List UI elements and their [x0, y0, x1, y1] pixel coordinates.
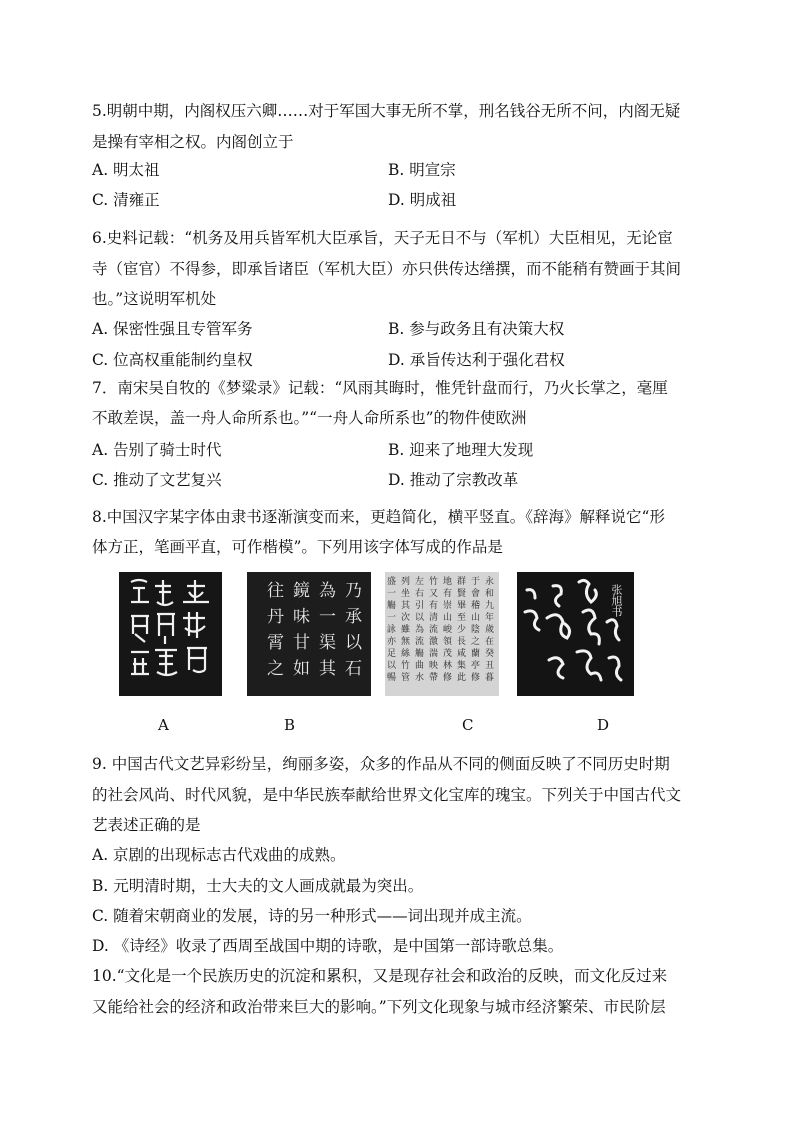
q7-stem-line-2: 不敢差误，盖一舟人命所系也。”“一舟人命所系也”的物件使欧洲: [92, 409, 527, 427]
svg-text:一: 一: [387, 613, 397, 623]
svg-text:足: 足: [387, 649, 397, 659]
svg-text:年: 年: [485, 613, 495, 623]
cursive-signature: 张旭书: [610, 584, 623, 617]
svg-text:稽: 稽: [471, 601, 481, 611]
image-label-b: B: [284, 716, 296, 734]
svg-text:之: 之: [267, 659, 284, 679]
svg-text:激: 激: [429, 637, 439, 647]
svg-text:甘: 甘: [293, 633, 310, 653]
svg-text:右: 右: [415, 589, 425, 599]
svg-text:少: 少: [457, 625, 467, 635]
q6-option-b[interactable]: B. 参与政务且有决策大权: [388, 320, 565, 338]
image-label-c: C: [462, 716, 474, 734]
q10-stem-line-1: 10.“文化是一个民族历史的沉淀和累积，又是现存社会和政治的反映，而文化反过来: [92, 967, 668, 985]
svg-text:畢: 畢: [457, 601, 467, 611]
svg-text:修: 修: [471, 673, 481, 683]
svg-text:會: 會: [471, 589, 481, 599]
q5-stem-line-1: 5.明朝中期，内阁权压六卿……对于军国大事无所不掌，刑名钱谷无所不问，内阁无疑: [92, 102, 681, 120]
calligraphy-image-b[interactable]: [247, 572, 371, 696]
svg-text:和: 和: [485, 589, 495, 599]
svg-text:有: 有: [443, 589, 453, 599]
svg-text:亭: 亭: [471, 661, 481, 671]
svg-text:竹: 竹: [429, 577, 439, 587]
svg-text:觴: 觴: [415, 649, 425, 659]
q6-stem-line-3: 也。”这说明军机处: [92, 290, 217, 308]
q7-option-a[interactable]: A. 告别了骑士时代: [92, 441, 222, 459]
svg-text:為: 為: [319, 581, 336, 601]
svg-text:往: 往: [267, 581, 284, 601]
svg-text:觴: 觴: [387, 601, 397, 611]
calligraphy-image-d[interactable]: [517, 572, 634, 696]
q5-option-b[interactable]: B. 明宣宗: [388, 161, 456, 179]
q9-stem-line-2: 的社会风尚、时代风貌，是中华民族奉献给世界文化宝库的瑰宝。下列关于中国古代文: [92, 786, 682, 804]
q6-stem-line-1: 6.史料记载：“机务及用兵皆军机大臣承旨，天子无日不与（军机）大臣相见，无论宦: [92, 229, 673, 247]
q7-stem-line-1: 7．南宋吴自牧的《梦粱录》记载：“风雨其晦时，惟凭针盘而行，乃火长掌之，毫厘: [92, 379, 668, 397]
svg-text:一: 一: [387, 589, 397, 599]
svg-text:渠: 渠: [319, 633, 336, 653]
svg-text:山: 山: [471, 613, 481, 623]
svg-text:鏡: 鏡: [293, 581, 310, 601]
q5-stem-line-2: 是操有宰相之权。内阁创立于: [92, 133, 294, 151]
svg-text:流: 流: [429, 625, 439, 635]
svg-text:亦: 亦: [387, 637, 397, 647]
svg-text:以: 以: [345, 633, 362, 653]
svg-text:此: 此: [457, 673, 467, 683]
q6-stem-line-2: 寺（宦官）不得参，即承旨诸臣（军机大臣）亦只供传达缮撰，而不能稍有赞画于其间: [92, 260, 682, 278]
svg-text:一: 一: [319, 607, 336, 627]
svg-text:帶: 帶: [429, 673, 439, 683]
svg-text:群: 群: [457, 577, 467, 587]
svg-text:陰: 陰: [471, 625, 481, 635]
svg-text:峻: 峻: [443, 625, 453, 635]
svg-text:清: 清: [429, 613, 439, 623]
calligraphy-image-a[interactable]: [119, 572, 222, 696]
svg-text:領: 領: [443, 637, 453, 647]
q5-option-a[interactable]: A. 明太祖: [92, 161, 160, 179]
svg-text:蘭: 蘭: [471, 649, 481, 659]
seal-script-artwork: [119, 572, 222, 696]
svg-text:之: 之: [471, 637, 481, 647]
svg-text:味: 味: [293, 607, 310, 627]
q6-option-d[interactable]: D. 承旨传达利于强化君权: [388, 351, 565, 369]
q9-stem-line-3: 艺表述正确的是: [92, 816, 201, 834]
svg-text:坐: 坐: [401, 589, 411, 599]
svg-text:無: 無: [401, 637, 411, 647]
svg-text:永: 永: [485, 577, 495, 587]
svg-text:有: 有: [429, 601, 439, 611]
svg-text:集: 集: [457, 661, 467, 671]
svg-text:暮: 暮: [485, 673, 495, 683]
running-script-artwork: [385, 572, 499, 696]
regular-script-artwork: [247, 572, 371, 696]
q10-stem-line-2: 又能给社会的经济和政治带来巨大的影响。”下列文化现象与城市经济繁荣、市民阶层: [92, 998, 666, 1016]
svg-text:曲: 曲: [415, 661, 425, 671]
q6-option-c[interactable]: C. 位高权重能制约皇权: [92, 351, 253, 369]
svg-text:雖: 雖: [401, 625, 411, 635]
svg-text:以: 以: [415, 613, 425, 623]
calligraphy-image-c[interactable]: [385, 572, 499, 696]
svg-text:列: 列: [401, 577, 411, 587]
svg-text:竹: 竹: [401, 661, 411, 671]
svg-text:丑: 丑: [485, 661, 495, 671]
svg-text:歲: 歲: [485, 625, 495, 635]
svg-text:山: 山: [443, 613, 453, 623]
svg-text:石: 石: [345, 659, 362, 679]
svg-text:又: 又: [429, 589, 439, 599]
svg-text:引: 引: [415, 601, 425, 611]
q7-option-c[interactable]: C. 推动了文艺复兴: [92, 471, 222, 489]
q7-option-d[interactable]: D. 推动了宗教改革: [388, 471, 519, 489]
svg-text:地: 地: [443, 577, 453, 587]
svg-text:詠: 詠: [387, 625, 397, 635]
svg-text:咸: 咸: [457, 649, 467, 659]
q9-option-a[interactable]: A. 京剧的出现标志古代戏曲的成熟。: [92, 846, 346, 864]
svg-text:承: 承: [345, 607, 362, 627]
svg-text:流: 流: [415, 637, 425, 647]
svg-text:至: 至: [457, 613, 467, 623]
q9-option-c[interactable]: C. 随着宋朝商业的发展，诗的另一种形式——词出现并成主流。: [92, 907, 532, 925]
svg-text:于: 于: [471, 577, 481, 587]
q8-stem-line-2: 体方正，笔画平直，可作楷模”。下列用该字体写成的作品是: [92, 538, 503, 556]
svg-text:映: 映: [429, 661, 439, 671]
svg-text:霄: 霄: [267, 633, 284, 653]
q9-option-d[interactable]: D. 《诗经》收录了西周至战国中期的诗歌，是中国第一部诗歌总集。: [92, 937, 564, 955]
svg-text:修: 修: [443, 673, 453, 683]
svg-text:水: 水: [415, 673, 425, 683]
svg-text:盛: 盛: [387, 577, 397, 587]
svg-text:長: 長: [457, 637, 467, 647]
svg-text:湍: 湍: [429, 649, 439, 659]
svg-text:以: 以: [387, 661, 397, 671]
svg-text:其: 其: [401, 601, 411, 611]
svg-text:暢: 暢: [387, 673, 397, 683]
svg-text:其: 其: [319, 659, 336, 679]
svg-text:崇: 崇: [443, 601, 453, 611]
svg-text:癸: 癸: [485, 649, 495, 659]
svg-text:林: 林: [443, 661, 453, 671]
svg-text:管: 管: [401, 673, 411, 683]
svg-text:丹: 丹: [267, 607, 284, 627]
svg-text:絲: 絲: [401, 649, 411, 659]
q7-option-b[interactable]: B. 迎来了地理大发现: [388, 441, 534, 459]
q5-option-c[interactable]: C. 清雍正: [92, 191, 160, 209]
svg-text:在: 在: [485, 637, 495, 647]
q9-option-b[interactable]: B. 元明清时期，士大夫的文人画成就最为突出。: [92, 877, 424, 895]
svg-text:次: 次: [401, 613, 411, 623]
svg-text:左: 左: [415, 577, 425, 587]
image-label-d: D: [597, 716, 610, 734]
svg-text:賢: 賢: [457, 589, 467, 599]
svg-text:為: 為: [415, 625, 425, 635]
svg-text:乃: 乃: [345, 581, 362, 601]
svg-text:茂: 茂: [443, 649, 453, 659]
svg-text:九: 九: [485, 601, 495, 611]
q6-option-a[interactable]: A. 保密性强且专管军务: [92, 320, 253, 338]
q9-stem-line-1: 9. 中国古代文艺异彩纷呈，绚丽多姿，众多的作品从不同的侧面反映了不同历史时期: [92, 755, 670, 773]
q8-stem-line-1: 8.中国汉字某字体由隶书逐渐演变而来，更趋简化，横平竖直。《辞海》解释说它“形: [92, 508, 665, 526]
image-label-a: A: [158, 716, 169, 734]
q5-option-d[interactable]: D. 明成祖: [388, 191, 457, 209]
svg-text:如: 如: [293, 659, 310, 679]
